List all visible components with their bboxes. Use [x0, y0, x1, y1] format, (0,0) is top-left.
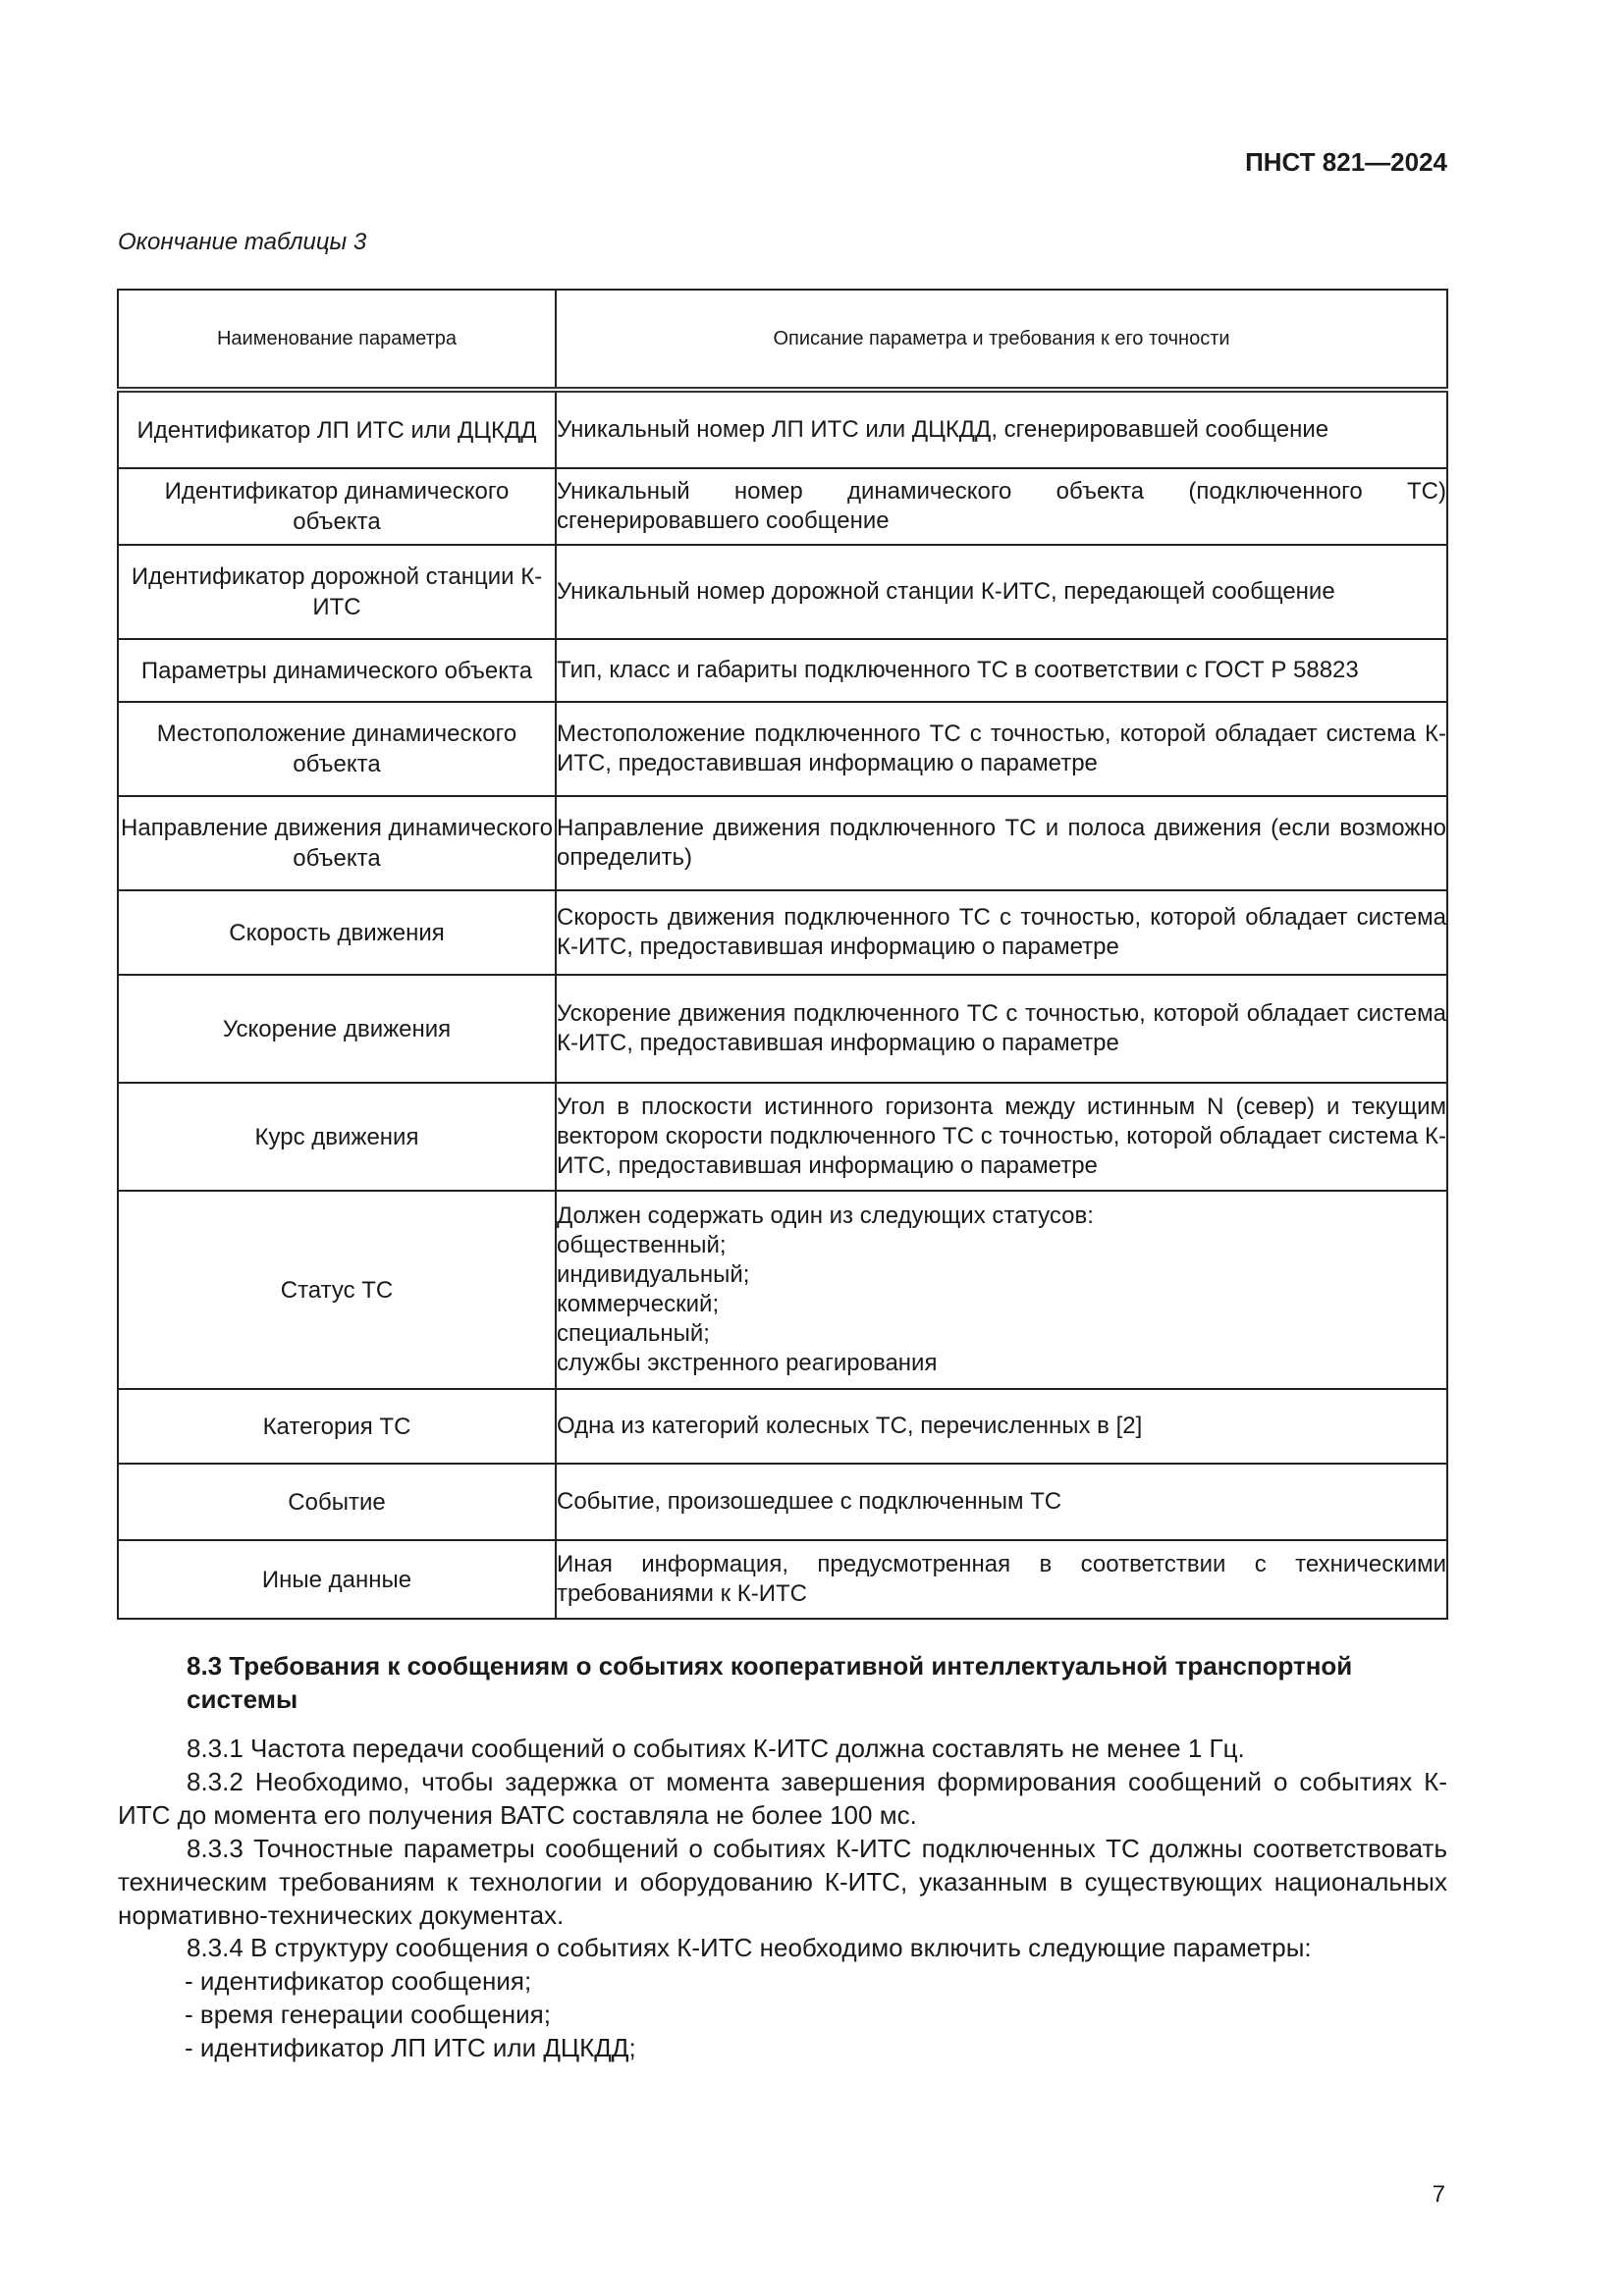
- parameters-table: [117, 289, 1448, 1620]
- status-option: коммерческий;: [557, 1291, 720, 1317]
- param-name: Ускорение движения: [118, 975, 556, 1083]
- column-header-description: Описание параметра и требования к его точности: [556, 290, 1447, 390]
- param-name: Идентификатор дорожной станции К-ИТС: [118, 545, 556, 639]
- table-header-row: [118, 290, 1447, 390]
- param-description: [556, 702, 1447, 796]
- status-option: общественный;: [557, 1232, 727, 1258]
- table-row: [118, 890, 1447, 975]
- status-option: службы экстренного реагирования: [557, 1350, 938, 1376]
- list-item: - идентификатор ЛП ИТС или ДЦКДД;: [185, 2033, 636, 2062]
- paragraph-8-3-1: 8.3.1 Частота передачи сообщений о событиях К-ИТС должна составлять не менее 1 Гц.: [187, 1734, 1245, 1763]
- param-description: [556, 1191, 1447, 1389]
- table-row: [118, 1389, 1447, 1464]
- table-row: [118, 975, 1447, 1083]
- section-title: 8.3 Требования к сообщениям о событиях кооперативной интеллектуальной транспортной системы: [187, 1651, 1353, 1714]
- table-caption: Окончание таблицы 3: [118, 229, 367, 255]
- description-line: Направление движения подключенного ТС и полоса движения (если возможно определить): [557, 815, 1446, 871]
- param-description: [556, 639, 1447, 702]
- page-number: 7: [1432, 2181, 1445, 2208]
- table-row: [118, 1540, 1447, 1619]
- param-description: [556, 796, 1447, 890]
- status-option: индивидуальный;: [557, 1261, 750, 1288]
- description-line: Угол в плоскости истинного горизонта между истинным N (север) и текущим вектором скорости подключенного ТС с точностью, которой обладает система К-ИТС, предоставившая информацию о параметре: [557, 1094, 1446, 1179]
- param-name: Скорость движения: [118, 890, 556, 975]
- table-row: [118, 1191, 1447, 1389]
- table-row: [118, 702, 1447, 796]
- param-name: Категория ТС: [118, 1389, 556, 1464]
- param-description: [556, 1540, 1447, 1619]
- description-line: Тип, класс и габариты подключенного ТС в соответствии с ГОСТ Р 58823: [557, 657, 1359, 683]
- param-name: Местоположение динамического объекта: [118, 702, 556, 796]
- table-row: [118, 1083, 1447, 1191]
- param-name: Направление движения динамического объекта: [118, 796, 556, 890]
- table-row: [118, 468, 1447, 545]
- description-line: Скорость движения подключенного ТС с точностью, которой обладает система К-ИТС, предоставившая информацию о параметре: [557, 904, 1446, 960]
- description-line: Одна из категорий колесных ТС, перечисленных в [2]: [557, 1413, 1143, 1439]
- parameter-list: [185, 1964, 1441, 2064]
- standard-code: ПНСТ 821—2024: [1245, 147, 1447, 177]
- column-header-name: Наименование параметра: [118, 290, 556, 390]
- description-line: Ускорение движения подключенного ТС с точностью, которой обладает система К-ИТС, предоставившая информацию о параметре: [557, 1000, 1446, 1056]
- param-description: [556, 1464, 1447, 1540]
- paragraph-8-3-4: 8.3.4 В структуру сообщения о событиях К-ИТС необходимо включить следующие параметры:: [187, 1933, 1312, 1962]
- status-option: специальный;: [557, 1320, 710, 1347]
- description-line: Событие, произошедшее с подключенным ТС: [557, 1488, 1062, 1515]
- param-name: Идентификатор динамического объекта: [118, 468, 556, 545]
- param-description: [556, 1389, 1447, 1464]
- param-name: Параметры динамического объекта: [118, 639, 556, 702]
- description-line: Иная информация, предусмотренная в соответствии с техническими требованиями к К-ИТС: [557, 1551, 1446, 1607]
- description-line: Уникальный номер ЛП ИТС или ДЦКДД, сгенерировавшей сообщение: [557, 416, 1329, 443]
- param-description: [556, 545, 1447, 639]
- table-row: [118, 545, 1447, 639]
- description-line: Уникальный номер дорожной станции К-ИТС, передающей сообщение: [557, 578, 1335, 605]
- param-description: [556, 390, 1447, 468]
- description-line: Уникальный номер динамического объекта (подключенного ТС) сгенерировавшего сообщение: [557, 478, 1446, 534]
- param-description: [556, 975, 1447, 1083]
- paragraph-8-3-3: 8.3.3 Точностные параметры сообщений о событиях К-ИТС подключенных ТС должны соответствовать техническим требованиям к технологии и оборудованию К-ИТС, указанным в существующих национальных нормативно-технических документах.: [118, 1834, 1447, 1930]
- table-row: [118, 390, 1447, 468]
- paragraph-8-3-2: 8.3.2 Необходимо, чтобы задержка от момента завершения формирования сообщений о событиях К-ИТС до момента его получения ВАТС составляла не более 100 мс.: [118, 1767, 1447, 1830]
- description-line: Должен содержать один из следующих статусов:: [557, 1202, 1094, 1229]
- param-name: Событие: [118, 1464, 556, 1540]
- table-row: [118, 639, 1447, 702]
- param-name: Статус ТС: [118, 1191, 556, 1389]
- param-description: [556, 1083, 1447, 1191]
- param-description: [556, 468, 1447, 545]
- list-item: - идентификатор сообщения;: [185, 1966, 532, 1996]
- table-row: [118, 796, 1447, 890]
- table-row: [118, 1464, 1447, 1540]
- param-name: Идентификатор ЛП ИТС или ДЦКДД: [118, 390, 556, 468]
- description-line: Местоположение подключенного ТС с точностью, которой обладает система К-ИТС, предоставившая информацию о параметре: [557, 721, 1446, 776]
- list-item: - время генерации сообщения;: [185, 2000, 551, 2029]
- param-name: Иные данные: [118, 1540, 556, 1619]
- param-description: [556, 890, 1447, 975]
- param-name: Курс движения: [118, 1083, 556, 1191]
